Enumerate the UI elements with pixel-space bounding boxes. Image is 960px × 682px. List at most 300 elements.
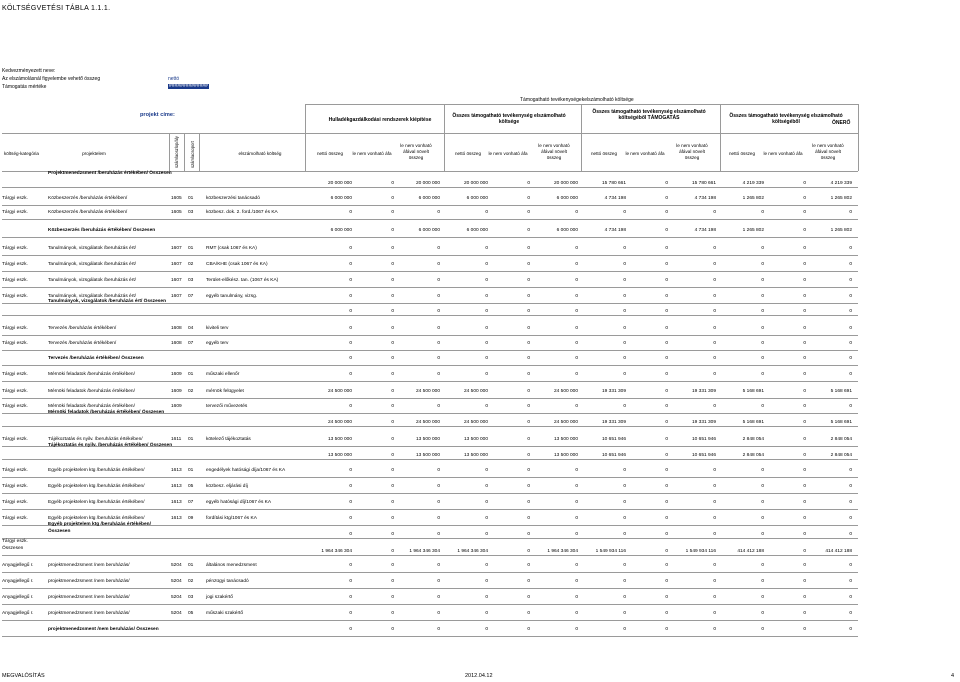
- grid-line: [305, 104, 306, 171]
- cell-project-element: Mérnöki feladatok /beruházás értékében/: [48, 372, 135, 377]
- cell-amount: 0: [391, 468, 394, 473]
- cell-account-code: 1607: [171, 246, 182, 251]
- page-title: KÖLTSÉGVETÉSI TÁBLA 1.1.1.: [2, 5, 111, 12]
- grid-line: [2, 335, 858, 336]
- cell-cost-description: közbesz. eljárási díj: [206, 484, 248, 489]
- cell-amount: 0: [575, 278, 578, 283]
- cell-amount: 5 168 691: [830, 389, 852, 394]
- cell-amount: 0: [527, 549, 530, 554]
- cell-amount: 0: [849, 468, 852, 473]
- cell-amount: 0: [713, 532, 716, 537]
- cell-amount: 0: [575, 294, 578, 299]
- cell-project-element: projektmenedzsment /nem beruházás/: [48, 595, 130, 600]
- support-rate-value: ##############: [169, 83, 208, 89]
- cell-amount: 0: [349, 627, 352, 632]
- cell-category: Tárgyi eszk.: [2, 437, 28, 442]
- cell-amount: 24 500 000: [327, 420, 352, 425]
- cell-amount: 0: [849, 563, 852, 568]
- cell-amount: 0: [575, 309, 578, 314]
- cell-amount: 0: [485, 246, 488, 251]
- cell-amount: 0: [761, 563, 764, 568]
- cell-category: Tárgyi eszk.: [2, 404, 28, 409]
- cell-cost-description: kiviteli terv: [206, 326, 229, 331]
- cell-project-element: Közbeszerzés /beruházás értékében/: [48, 196, 128, 201]
- cell-amount: 0: [575, 595, 578, 600]
- cell-amount: 4 734 198: [604, 196, 626, 201]
- cell-amount: 0: [665, 437, 668, 442]
- cell-amount: 0: [527, 627, 530, 632]
- cell-amount: 0: [713, 294, 716, 299]
- cell-amount: 0: [665, 500, 668, 505]
- cell-category: Tárgyi eszk.: [2, 468, 28, 473]
- cell-amount: 0: [437, 309, 440, 314]
- cell-category: Tárgyi eszk.: [2, 210, 28, 215]
- grid-line: [2, 493, 858, 494]
- cell-project-element: projektmenedzsment /nem beruházás/: [48, 579, 130, 584]
- cell-amount: 6 000 000: [418, 228, 440, 233]
- cell-amount: 0: [713, 278, 716, 283]
- col-eligible-cost: elszámolható költség: [238, 151, 282, 156]
- cell-amount: 0: [527, 611, 530, 616]
- cell-category: Tárgyi eszk.: [2, 326, 28, 331]
- cell-amount: 0: [713, 484, 716, 489]
- cell-amount: 0: [485, 563, 488, 568]
- cell-amount: 0: [803, 356, 806, 361]
- cell-amount: 0: [849, 278, 852, 283]
- cell-amount: 0: [485, 262, 488, 267]
- cell-amount: 0: [575, 532, 578, 537]
- cell-amount: 0: [349, 468, 352, 473]
- cell-amount: 0: [485, 484, 488, 489]
- cell-project-element: Közbeszerzés /beruházás értékében/: [48, 210, 128, 215]
- cell-amount: 0: [849, 326, 852, 331]
- cell-cost-description: általános menedzsment: [206, 563, 257, 568]
- cell-amount: 0: [349, 341, 352, 346]
- cell-amount: 0: [391, 595, 394, 600]
- cell-amount: 0: [803, 595, 806, 600]
- cell-amount: 0: [527, 595, 530, 600]
- cell-amount: 0: [437, 611, 440, 616]
- cell-amount: 13 500 000: [327, 437, 352, 442]
- cell-amount: 0: [803, 404, 806, 409]
- cell-category: Anyagjellegű r.: [2, 611, 34, 616]
- cell-account-code: 01: [188, 437, 194, 442]
- grid-line: [2, 538, 858, 539]
- cell-amount: 414 412 188: [737, 549, 764, 554]
- grid-line: [2, 187, 858, 188]
- cell-project-element: Egyéb projektelem ktg /beruházás értékében/: [48, 468, 145, 473]
- cell-account-code: 1605: [171, 196, 182, 201]
- cell-amount: 24 500 000: [415, 420, 440, 425]
- cell-amount: 0: [713, 516, 716, 521]
- cell-amount: 0: [665, 278, 668, 283]
- cell-amount: 0: [575, 516, 578, 521]
- cell-category: Tárgyi eszk.: [2, 294, 28, 299]
- cell-amount: 1 549 934 116: [685, 549, 716, 554]
- cell-amount: 13 500 000: [463, 453, 488, 458]
- cell-amount: 0: [849, 484, 852, 489]
- cell-account-code: 01: [188, 563, 194, 568]
- cell-amount: 0: [623, 516, 626, 521]
- cell-amount: 0: [849, 210, 852, 215]
- cell-cost-description: RMT (csak 1067 és KA): [206, 246, 257, 251]
- cell-amount: 0: [761, 246, 764, 251]
- grid-line: [199, 133, 200, 171]
- accounting-basis-label: Az elszámolásnál figyelembe vehető összeg: [2, 76, 101, 82]
- col-vat-increased-amount: le nem vonható áfával növelt összeg: [400, 143, 432, 161]
- cell-amount: 0: [349, 611, 352, 616]
- cell-amount: 0: [391, 563, 394, 568]
- cell-amount: 0: [803, 532, 806, 537]
- cell-amount: 0: [349, 595, 352, 600]
- cell-amount: 0: [665, 246, 668, 251]
- col-non-deductible-vat: le nem vonható áfa: [625, 151, 665, 156]
- cell-amount: 0: [713, 372, 716, 377]
- cell-amount: 0: [391, 356, 394, 361]
- cell-project-element: Egyéb projektelem ktg /beruházás értékében/: [48, 516, 145, 521]
- cell-amount: 0: [665, 516, 668, 521]
- cell-amount: 0: [391, 516, 394, 521]
- cell-amount: 2 848 054: [830, 437, 852, 442]
- grid-line: [2, 271, 858, 272]
- cell-amount: 0: [761, 210, 764, 215]
- cell-amount: 0: [527, 228, 530, 233]
- grid-line: [2, 381, 858, 382]
- cell-amount: 10 651 946: [601, 453, 626, 458]
- grid-line: [2, 572, 858, 573]
- cell-cost-description: kötelező tájékoztatás: [206, 437, 251, 442]
- project-title-label: projekt címe:: [140, 112, 175, 118]
- cell-amount: 4 219 339: [830, 181, 852, 186]
- cell-amount: 0: [527, 372, 530, 377]
- cell-category: Anyagjellegű r.: [2, 595, 34, 600]
- grid-line: [2, 205, 858, 206]
- cell-amount: 0: [665, 372, 668, 377]
- cell-amount: 0: [349, 262, 352, 267]
- cell-amount: 4 734 198: [694, 196, 716, 201]
- cell-amount: 0: [485, 404, 488, 409]
- cell-amount: 0: [665, 579, 668, 584]
- cell-project-element: Tanulmányok, vizsgálatok /beruházás ért/: [48, 294, 136, 299]
- cell-amount: 0: [391, 453, 394, 458]
- cell-account-code: 05: [188, 484, 194, 489]
- grid-line: [2, 509, 858, 510]
- cell-amount: 0: [349, 516, 352, 521]
- cell-amount: 0: [527, 563, 530, 568]
- cell-category: Tárgyi eszk.: [2, 196, 28, 201]
- cell-amount: 0: [623, 563, 626, 568]
- col-net-amount: nettó összeg: [454, 151, 482, 156]
- cell-category: Anyagjellegű r.: [2, 579, 34, 584]
- cell-amount: 0: [527, 500, 530, 505]
- cell-category: Tárgyi eszk.: [2, 278, 28, 283]
- cell-account-code: 07: [188, 294, 194, 299]
- cell-cost-description: CBA/KHE (csak 1067 és KA): [206, 262, 268, 267]
- cell-amount: 0: [527, 420, 530, 425]
- cell-amount: 0: [485, 532, 488, 537]
- cell-amount: 0: [437, 468, 440, 473]
- cell-amount: 0: [803, 278, 806, 283]
- cell-amount: 0: [623, 356, 626, 361]
- cell-amount: 0: [391, 278, 394, 283]
- eligible-costs-title: Támogatható tevékenységekelszámolható költsége: [520, 97, 634, 103]
- cell-project-element: projektmenedzsment /nem beruházás/ Összesen: [48, 627, 159, 632]
- cell-project-element: projektmenedzsment /nem beruházás/: [48, 563, 130, 568]
- cell-amount: 4 219 339: [742, 181, 764, 186]
- cell-amount: 0: [665, 404, 668, 409]
- grid-line: [2, 426, 858, 427]
- cell-amount: 0: [761, 262, 764, 267]
- cell-project-element: Egyéb projektelem ktg /beruházás értékében/: [48, 500, 145, 505]
- cell-account-code: 1609: [171, 404, 182, 409]
- col-category: költség-kategória: [4, 151, 39, 156]
- cell-amount: 0: [391, 372, 394, 377]
- cell-amount: 0: [485, 326, 488, 331]
- cell-project-element: Tervezés /beruházás értékében/: [48, 341, 117, 346]
- cell-amount: 0: [761, 341, 764, 346]
- cell-amount: 0: [527, 453, 530, 458]
- cell-category: Tárgyi eszk.: [2, 372, 28, 377]
- cell-category: Tárgyi eszk.: [2, 389, 28, 394]
- cell-amount: 0: [623, 246, 626, 251]
- project-name: Hulladékgazdálkodási rendszerek kiépítése: [328, 117, 432, 123]
- cell-amount: 0: [485, 611, 488, 616]
- cell-amount: 24 500 000: [553, 389, 578, 394]
- grid-line: [2, 133, 858, 134]
- cell-amount: 0: [437, 262, 440, 267]
- cell-amount: 0: [803, 611, 806, 616]
- cell-amount: 1 964 346 304: [409, 549, 440, 554]
- cell-category: Tárgyi eszk.: [2, 484, 28, 489]
- cell-project-element: Egyéb projektelem ktg /beruházás értékében/: [48, 484, 145, 489]
- cell-amount: 0: [849, 516, 852, 521]
- cell-amount: 0: [713, 627, 716, 632]
- cell-amount: 13 500 000: [327, 453, 352, 458]
- cell-account-code: 1608: [171, 326, 182, 331]
- cell-amount: 0: [803, 500, 806, 505]
- cell-project-element: Tájékoztatás és nyilv. /beruházás értékében/: [48, 437, 143, 442]
- cell-amount: 0: [665, 196, 668, 201]
- cell-amount: 0: [485, 309, 488, 314]
- cell-amount: 0: [713, 309, 716, 314]
- cell-amount: 0: [527, 278, 530, 283]
- cell-amount: 0: [665, 453, 668, 458]
- cell-amount: 0: [437, 532, 440, 537]
- cell-amount: 0: [803, 420, 806, 425]
- cell-amount: 0: [527, 468, 530, 473]
- group-own-contribution: Összes támogatható tevékenység elszámolható költségéből: [729, 113, 843, 126]
- cell-amount: 0: [761, 500, 764, 505]
- cell-amount: 0: [485, 294, 488, 299]
- footer-date: 2012.04.12: [465, 673, 493, 679]
- cell-account-code: 01: [188, 468, 194, 473]
- cell-amount: 0: [803, 579, 806, 584]
- grid-line: [184, 133, 185, 171]
- cell-amount: 0: [437, 579, 440, 584]
- cell-cost-description: jogi szakértő: [206, 595, 233, 600]
- cell-amount: 13 500 000: [415, 453, 440, 458]
- cell-amount: 24 500 000: [327, 389, 352, 394]
- cell-amount: 0: [849, 595, 852, 600]
- cell-category: Tárgyi eszk. Összesen: [2, 539, 28, 551]
- cell-amount: 0: [527, 341, 530, 346]
- cell-account-code: 07: [188, 341, 194, 346]
- cell-amount: 0: [575, 579, 578, 584]
- cell-amount: 0: [527, 516, 530, 521]
- cell-amount: 0: [391, 500, 394, 505]
- cell-category: Anyagjellegű r.: [2, 563, 34, 568]
- cell-amount: 0: [527, 389, 530, 394]
- cell-amount: 6 000 000: [556, 196, 578, 201]
- cell-amount: 0: [575, 326, 578, 331]
- cell-amount: 0: [349, 484, 352, 489]
- cell-account-code: 03: [188, 278, 194, 283]
- cell-amount: 0: [485, 516, 488, 521]
- cell-amount: 0: [349, 404, 352, 409]
- cell-account-code: 1611: [171, 437, 182, 442]
- cell-amount: 13 500 000: [553, 437, 578, 442]
- cell-category: Tárgyi eszk.: [2, 516, 28, 521]
- cell-amount: 0: [575, 563, 578, 568]
- cell-cost-description: mérnök felügyelet: [206, 389, 244, 394]
- cell-amount: 0: [713, 356, 716, 361]
- cell-amount: 0: [527, 484, 530, 489]
- cell-amount: 0: [349, 372, 352, 377]
- cell-amount: 0: [623, 262, 626, 267]
- cell-amount: 0: [803, 309, 806, 314]
- cell-amount: 0: [575, 627, 578, 632]
- cell-amount: 0: [437, 278, 440, 283]
- cell-amount: 0: [437, 595, 440, 600]
- cell-amount: 0: [437, 210, 440, 215]
- cell-category: Tárgyi eszk.: [2, 262, 28, 267]
- beneficiary-label: Kedvezményezett neve:: [2, 68, 56, 74]
- cell-amount: 0: [485, 341, 488, 346]
- cell-amount: 0: [527, 210, 530, 215]
- cell-amount: 0: [761, 404, 764, 409]
- cell-project-element: Tanulmányok, vizsgálatok /beruházás ért/: [48, 262, 136, 267]
- cell-amount: 0: [665, 549, 668, 554]
- cell-amount: 0: [623, 294, 626, 299]
- cell-amount: 0: [803, 437, 806, 442]
- cell-amount: 0: [575, 611, 578, 616]
- cell-amount: 13 500 000: [463, 437, 488, 442]
- cell-amount: 0: [485, 278, 488, 283]
- cell-amount: 0: [665, 228, 668, 233]
- cell-amount: 0: [527, 294, 530, 299]
- cell-amount: 1 265 802: [742, 196, 764, 201]
- cell-amount: 19 331 309: [601, 389, 626, 394]
- cell-amount: 0: [391, 262, 394, 267]
- cell-amount: 20 000 000: [327, 181, 352, 186]
- cell-cost-description: műszaki ellenőr: [206, 372, 240, 377]
- cell-amount: 0: [665, 326, 668, 331]
- cell-account-code: 1609: [171, 389, 182, 394]
- cell-amount: 0: [803, 181, 806, 186]
- grid-line: [858, 104, 859, 171]
- cell-amount: 2 848 054: [742, 453, 764, 458]
- cell-project-element: Projektmenedzsment /beruházás értékében/ Összesen: [48, 171, 172, 176]
- grid-line: [2, 459, 858, 460]
- cell-amount: 0: [437, 627, 440, 632]
- cell-amount: 0: [713, 611, 716, 616]
- cell-amount: 0: [391, 611, 394, 616]
- cell-amount: 1 265 802: [830, 196, 852, 201]
- cell-amount: 0: [437, 372, 440, 377]
- cell-amount: 0: [623, 309, 626, 314]
- cell-account-code: 01: [188, 372, 194, 377]
- cell-amount: 0: [665, 262, 668, 267]
- cell-cost-description: fordítási ktg/1067 és KA: [206, 516, 257, 521]
- cell-amount: 0: [391, 404, 394, 409]
- cell-amount: 0: [485, 500, 488, 505]
- cell-amount: 0: [713, 595, 716, 600]
- cell-amount: 0: [623, 500, 626, 505]
- cell-amount: 0: [761, 356, 764, 361]
- cell-amount: 19 331 309: [691, 389, 716, 394]
- cell-amount: 0: [349, 532, 352, 537]
- cell-cost-description: közbesz. dok. 2. ford./1067 és KA: [206, 210, 278, 215]
- cell-amount: 0: [485, 356, 488, 361]
- cell-category: Tárgyi eszk.: [2, 246, 28, 251]
- cell-amount: 5 168 691: [742, 389, 764, 394]
- cell-amount: 0: [527, 262, 530, 267]
- cell-amount: 0: [803, 389, 806, 394]
- grid-line: [2, 604, 858, 605]
- cell-amount: 0: [665, 356, 668, 361]
- cell-account-code: 1607: [171, 262, 182, 267]
- cell-amount: 0: [623, 278, 626, 283]
- cell-amount: 0: [761, 294, 764, 299]
- cell-amount: 0: [713, 579, 716, 584]
- cell-amount: 0: [803, 262, 806, 267]
- cell-account-code: 02: [188, 262, 194, 267]
- cell-amount: 1 549 934 116: [595, 549, 626, 554]
- cell-account-code: 02: [188, 389, 194, 394]
- cell-amount: 0: [485, 372, 488, 377]
- cell-amount: 0: [665, 468, 668, 473]
- cell-amount: 0: [437, 484, 440, 489]
- cell-account-code: 1605: [171, 210, 182, 215]
- cell-amount: 0: [803, 372, 806, 377]
- cell-project-element: Tanulmányok, vizsgálatok /beruházás ért/: [48, 246, 136, 251]
- col-net-amount: nettó összeg: [590, 151, 618, 156]
- cell-amount: 0: [761, 627, 764, 632]
- cell-amount: 0: [437, 294, 440, 299]
- cell-project-element: Tanulmányok, vizsgálatok /beruházás ért/: [48, 278, 136, 283]
- cell-account-code: 05: [188, 611, 194, 616]
- cell-amount: 0: [527, 579, 530, 584]
- cell-project-element: Egyéb projektelem ktg /beruházás értékében/ Összesen: [48, 522, 151, 534]
- cell-amount: 0: [803, 516, 806, 521]
- cell-amount: 0: [849, 627, 852, 632]
- cell-account-code: 5204: [171, 611, 182, 616]
- cell-amount: 0: [349, 246, 352, 251]
- cell-amount: 0: [803, 294, 806, 299]
- cell-account-code: 03: [188, 595, 194, 600]
- cell-amount: 0: [575, 500, 578, 505]
- cell-amount: 24 500 000: [463, 389, 488, 394]
- cell-amount: 0: [713, 210, 716, 215]
- cell-amount: 2 848 054: [830, 453, 852, 458]
- cell-amount: 20 000 000: [463, 181, 488, 186]
- col-account-1: számlaoszlop/ály: [174, 136, 179, 168]
- cell-amount: 6 000 000: [556, 228, 578, 233]
- cell-amount: 0: [485, 210, 488, 215]
- cell-project-element: Mérnöki feladatok /beruházás értékében/: [48, 389, 135, 394]
- cell-amount: 0: [575, 356, 578, 361]
- cell-project-element: Mérnöki feladatok /beruházás értékében/ Összesen: [48, 410, 165, 415]
